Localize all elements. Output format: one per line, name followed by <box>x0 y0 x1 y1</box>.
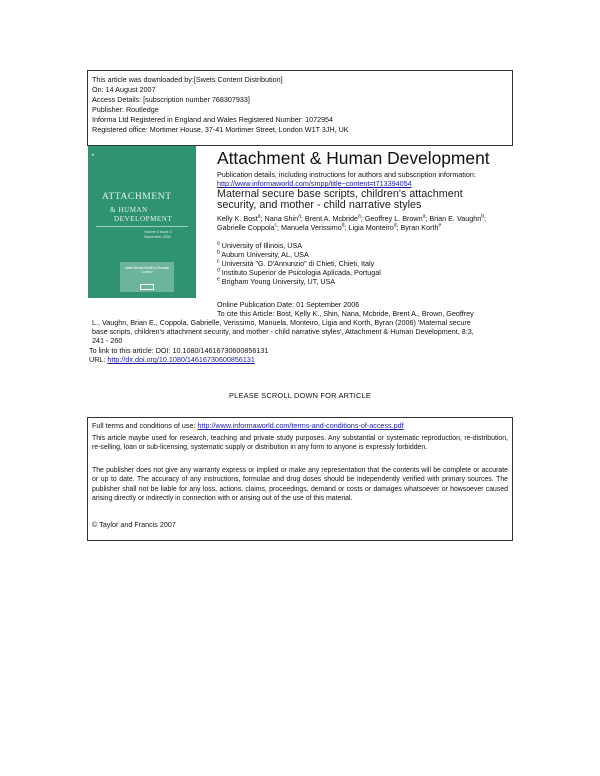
article-title-line-1: Maternal secure base scripts, children's attachment <box>217 188 463 200</box>
access-details: Access Details: [subscription number 768307933] <box>92 95 250 104</box>
author-sup: d <box>341 222 345 229</box>
author: Geoffrey L. Brown <box>364 214 423 223</box>
journal-url-wrap <box>217 179 412 188</box>
usage-paragraph: This article maybe used for research, teaching and private study purposes. Any substantial or systematic reproduction, re-distribution, re-selling, loan or sub-licensing, systematic supply or distribution in any form to anyone is expressly forbidden. <box>92 435 508 452</box>
author: Brian E. <box>429 214 455 223</box>
affil-sup: c <box>217 258 220 265</box>
affil-sup: b <box>217 249 220 256</box>
author-sup: d <box>393 222 397 229</box>
author: Gabrielle Coppola <box>217 223 275 233</box>
doi-url-row <box>89 355 255 364</box>
author-sup: a <box>422 213 426 220</box>
affil-sup: e <box>217 276 220 283</box>
affil-text: Università "G. D'Annunzio" di Chieti, Chieti, Italy <box>221 259 375 268</box>
cover-inner-box <box>120 262 174 292</box>
affiliation-d <box>217 268 381 277</box>
affil-text: Instituto Superior de Psicologia Aplicada, Portugal <box>221 268 381 277</box>
author-sup: a <box>298 213 301 220</box>
author: Manuela Verissimo <box>281 223 342 233</box>
registered-office: Registered office: Mortimer House, 37-41 Mortimer Street, London W1T 3JH, UK <box>92 125 349 134</box>
download-date: On: 14 August 2007 <box>92 85 156 94</box>
cover-subtitle-2: DEVELOPMENT <box>114 215 173 223</box>
disclaimer-paragraph: The publisher does not give any warranty express or implied or make any representation that the contents will be complete or accurate or up to date. The accuracy of any instructions, formulae and drug doses should be independently verified with primary sources. The publisher shall not be liable for any loss, actions, claims, proceedings, demand or costs or damages whatsoever or howsoever caused arising directly or indirectly in connection with or arising out of the use of this material. <box>92 467 508 503</box>
publication-details: Publication details, including instructions for authors and subscription information: <box>217 170 476 179</box>
author: Vaughn <box>456 214 482 223</box>
journal-url-link[interactable]: http://www.informaworld.com/smpp/title~content=t713394054 <box>217 179 412 188</box>
routledge-logo-icon <box>140 284 154 290</box>
affil-sup: d <box>217 267 220 274</box>
author: Kelly K. Bost <box>217 214 258 223</box>
copyright: © Taylor and Francis 2007 <box>92 520 176 529</box>
affiliation-b <box>217 250 309 259</box>
affiliation-e <box>217 277 335 286</box>
affil-text: University of Illinois, USA <box>221 241 303 250</box>
full-terms-label: Full terms and conditions of use: <box>92 421 196 430</box>
author-sup: e <box>438 222 442 229</box>
online-publication-date: Online Publication Date: 01 September 2006 <box>217 300 360 309</box>
doi-url-link[interactable]: http://dx.doi.org/10.1080/14616730600856131 <box>107 355 255 364</box>
article-title-line-2: security, and mother - child narrative styles <box>217 199 422 211</box>
affiliation-a <box>217 241 302 250</box>
author-sup: a <box>358 213 361 220</box>
authors: Kelly K. Bost$^a$; Nana Shin$^a$; Brent A. Mcbride$^a$; Geoffrey L. Brown$^a$; Brian E. Vaughn$^b$; Gabrielle Coppola$^c$; Manuela Verissimo$^d$; Ligia Monteiro$^d$; Byran Korth$^e$ <box>217 213 486 233</box>
cite-line-3: base scripts, children's attachment security, and mother - child narrative styles', Attachment & Human Development, 8:3, <box>92 327 474 336</box>
author: Byran <box>400 223 420 233</box>
author: Brent A. Mcbride <box>304 214 359 223</box>
publisher: Publisher: Routledge <box>92 105 159 114</box>
author-sup: a <box>257 213 261 220</box>
full-terms-link[interactable]: http://www.informaworld.com/terms-and-conditions-of-access.pdf <box>197 421 404 430</box>
affil-text: Auburn University, AL, USA <box>221 250 309 259</box>
downloaded-by: This article was downloaded by:[Swets Content Distribution] <box>92 75 283 84</box>
journal-cover-image <box>88 146 196 298</box>
cover-rule <box>96 226 188 227</box>
cover-title: ATTACHMENT <box>102 192 172 202</box>
affiliation-c <box>217 259 374 268</box>
author: Korth <box>421 223 439 233</box>
cite-line-1: To cite this Article: Bost, Kelly K., Shin, Nana, Mcbride, Brent A., Brown, Geoffrey <box>217 309 474 318</box>
full-terms-row <box>92 421 404 430</box>
cover-volume: Volume 8 Issue 3 September 2006 <box>144 230 172 239</box>
registration: Informa Ltd Registered in England and Wales Registered Number: 1072954 <box>92 115 334 124</box>
author-sup: b <box>481 213 484 220</box>
journal-title: Attachment & Human Development <box>217 148 490 168</box>
publisher-mark-icon: ▸ <box>92 152 95 158</box>
url-label: URL: <box>89 355 106 364</box>
affil-sup: a <box>217 240 220 247</box>
author: Ligia Monteiro <box>348 223 394 233</box>
author-sup: c <box>274 222 278 229</box>
cite-line-2: L., Vaughn, Brian E., Coppola, Gabrielle, Verissimo, Manuela, Monteiro, Ligia and Korth, Byran (2006) 'Maternal secure <box>92 318 471 327</box>
cover-inner-text: Infant Mental Health in Russian Context <box>124 266 170 274</box>
scroll-notice: PLEASE SCROLL DOWN FOR ARTICLE <box>229 391 371 400</box>
affil-text: Brigham Young University, UT, USA <box>221 277 336 286</box>
doi-label: To link to this article: DOI: 10.1080/14616730600856131 <box>89 346 269 355</box>
cover-subtitle: & HUMAN <box>110 206 148 214</box>
cite-line-4: 241 - 260 <box>92 336 123 345</box>
author: Nana Shin <box>264 214 299 223</box>
